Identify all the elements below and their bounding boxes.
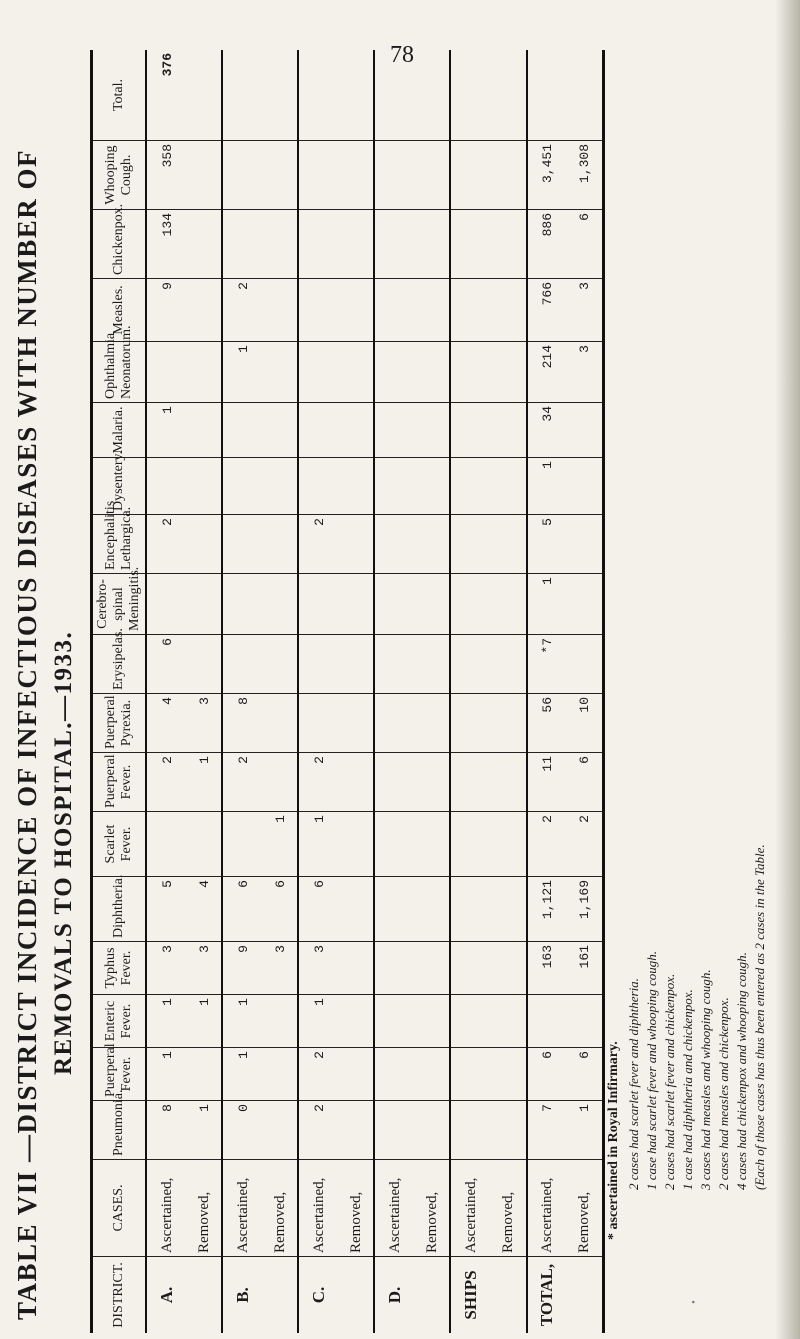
value-cell <box>339 1101 375 1160</box>
value-cell <box>374 574 414 635</box>
column-header: Puerperal Fever. <box>92 753 147 812</box>
value-cell <box>491 210 527 279</box>
district-cell: A. <box>157 1286 176 1304</box>
value-cell <box>298 635 338 694</box>
value-cell <box>450 1101 490 1160</box>
value-cell <box>491 995 527 1048</box>
table-row <box>374 50 414 1333</box>
value-cell <box>567 995 604 1048</box>
value-cell: 1 <box>187 995 223 1048</box>
value-cell <box>263 141 299 210</box>
value-cell <box>222 458 262 515</box>
value-cell <box>374 753 414 812</box>
value-cell <box>222 141 262 210</box>
value-cell: 2 <box>146 753 186 812</box>
value-cell <box>339 635 375 694</box>
value-cell <box>415 403 451 458</box>
value-cell <box>415 877 451 942</box>
value-cell <box>491 515 527 574</box>
value-cell <box>339 812 375 877</box>
value-cell: 0 <box>222 1101 262 1160</box>
value-cell <box>187 812 223 877</box>
value-cell: 56 <box>527 694 567 753</box>
value-cell <box>339 403 375 458</box>
value-cell <box>298 210 338 279</box>
value-cell <box>263 1048 299 1101</box>
value-cell <box>415 635 451 694</box>
case-type-cell: Ascertained, <box>527 1160 567 1257</box>
column-header: Diphtheria. <box>92 877 147 942</box>
value-cell: 376 <box>146 50 186 141</box>
value-cell <box>263 458 299 515</box>
table-subtitle: REMOVALS TO HOSPITAL.—1933. <box>50 630 77 1075</box>
value-cell: 11 <box>527 753 567 812</box>
value-cell: 1 <box>527 458 567 515</box>
value-cell <box>263 210 299 279</box>
value-cell <box>415 942 451 995</box>
value-cell <box>339 1048 375 1101</box>
district-cell: C. <box>309 1286 329 1304</box>
value-cell <box>263 995 299 1048</box>
case-type-cell: Ascertained, <box>222 1160 262 1257</box>
table-row <box>146 50 186 1333</box>
table-body <box>146 50 603 1333</box>
value-cell: 2 <box>146 515 186 574</box>
value-cell: 163 <box>527 942 567 995</box>
footnote-line: (Each of those cases has thus been entered as 2 cases in the Table. <box>752 844 767 1190</box>
value-cell <box>374 877 414 942</box>
column-header: Ophthalmia Neonatorum. <box>92 342 147 403</box>
page-edge-shadow <box>775 0 800 1339</box>
value-cell <box>415 1101 451 1160</box>
value-cell <box>491 458 527 515</box>
column-header: Whooping Cough. <box>92 141 147 210</box>
table-title: TABLE VII —DISTRICT INCIDENCE OF INFECTIOUS DISEASES WITH NUMBER OF <box>12 148 42 1320</box>
value-cell <box>374 812 414 877</box>
value-cell: 34 <box>527 403 567 458</box>
value-cell: 3 <box>146 942 186 995</box>
column-header: Encephalitis Lethargica. <box>92 515 147 574</box>
value-cell: 2 <box>567 812 604 877</box>
value-cell <box>491 635 527 694</box>
value-cell <box>263 342 299 403</box>
value-cell <box>339 210 375 279</box>
value-cell: 214 <box>527 342 567 403</box>
value-cell <box>374 50 414 141</box>
value-cell <box>450 694 490 753</box>
value-cell <box>491 942 527 995</box>
value-cell <box>222 403 262 458</box>
footnote-line: 4 cases had chickenpox and whooping cough. <box>734 952 749 1190</box>
table-row <box>415 50 451 1333</box>
value-cell: 3 <box>567 342 604 403</box>
case-type-cell: Ascertained, <box>146 1160 186 1257</box>
value-cell <box>187 50 223 141</box>
district-cell: TOTAL, <box>537 1263 557 1327</box>
value-cell <box>298 342 338 403</box>
value-cell: 1 <box>146 403 186 458</box>
value-cell: 886 <box>527 210 567 279</box>
footnote-line: 2 cases had scarlet fever and chickenpox. <box>662 973 677 1190</box>
value-cell <box>263 403 299 458</box>
value-cell <box>450 1048 490 1101</box>
value-cell <box>298 50 338 141</box>
value-cell: *7 <box>527 635 567 694</box>
value-cell <box>339 753 375 812</box>
value-cell <box>491 342 527 403</box>
value-cell <box>263 694 299 753</box>
value-cell <box>450 635 490 694</box>
value-cell <box>187 1048 223 1101</box>
district-cell <box>415 1257 451 1334</box>
value-cell <box>491 50 527 141</box>
value-cell: 134 <box>146 210 186 279</box>
value-cell <box>527 995 567 1048</box>
value-cell: 5 <box>527 515 567 574</box>
value-cell <box>450 995 490 1048</box>
value-cell <box>339 279 375 342</box>
value-cell <box>263 635 299 694</box>
value-cell <box>567 50 604 141</box>
case-type-cell: Removed, <box>187 1160 223 1257</box>
value-cell <box>450 574 490 635</box>
district-cell: SHIPS <box>461 1270 481 1320</box>
district-cell <box>567 1257 604 1334</box>
case-type-cell: Removed, <box>339 1160 375 1257</box>
column-header: Puerperal Pyrexia. <box>92 694 147 753</box>
value-cell <box>374 694 414 753</box>
value-cell <box>146 342 186 403</box>
value-cell: 5 <box>146 877 186 942</box>
value-cell <box>339 574 375 635</box>
header-row <box>92 50 147 1333</box>
value-cell <box>339 458 375 515</box>
value-cell: 1 <box>187 753 223 812</box>
value-cell <box>222 515 262 574</box>
value-cell: 2 <box>298 1101 338 1160</box>
value-cell <box>298 141 338 210</box>
value-cell <box>567 515 604 574</box>
value-cell <box>146 574 186 635</box>
value-cell <box>298 403 338 458</box>
value-cell: 6 <box>567 753 604 812</box>
value-cell <box>415 995 451 1048</box>
value-cell <box>187 403 223 458</box>
column-header: Typhus Fever. <box>92 942 147 995</box>
value-cell: 1 <box>146 995 186 1048</box>
value-cell: 1 <box>222 342 262 403</box>
value-cell <box>374 635 414 694</box>
value-cell: 1 <box>298 812 338 877</box>
value-cell: 7 <box>527 1101 567 1160</box>
column-header: CASES. <box>92 1160 147 1257</box>
value-cell: 3 <box>263 942 299 995</box>
column-header: Erysipelas. <box>92 635 147 694</box>
value-cell <box>339 995 375 1048</box>
case-type-cell: Removed, <box>491 1160 527 1257</box>
district-cell <box>187 1257 223 1334</box>
value-cell: 6 <box>567 210 604 279</box>
value-cell <box>222 50 262 141</box>
value-cell: 1 <box>187 1101 223 1160</box>
value-cell <box>491 753 527 812</box>
value-cell <box>187 458 223 515</box>
value-cell: 358 <box>146 141 186 210</box>
value-cell <box>450 342 490 403</box>
column-header: Pneumonia. <box>92 1101 147 1160</box>
value-cell: 10 <box>567 694 604 753</box>
footnote-line: 3 cases had measles and whooping cough. <box>698 969 713 1190</box>
case-type-cell: Removed, <box>567 1160 604 1257</box>
value-cell: 1 <box>222 1048 262 1101</box>
value-cell: 6 <box>527 1048 567 1101</box>
value-cell: 1,308 <box>567 141 604 210</box>
value-cell <box>374 279 414 342</box>
value-cell <box>415 753 451 812</box>
value-cell <box>415 1048 451 1101</box>
value-cell <box>491 1101 527 1160</box>
value-cell <box>415 574 451 635</box>
value-cell: 3 <box>187 942 223 995</box>
value-cell <box>374 141 414 210</box>
value-cell <box>415 342 451 403</box>
value-cell <box>415 694 451 753</box>
value-cell: 3 <box>298 942 338 995</box>
value-cell: 1 <box>567 1101 604 1160</box>
value-cell <box>298 458 338 515</box>
value-cell <box>374 458 414 515</box>
value-cell <box>374 403 414 458</box>
table-row <box>450 50 490 1333</box>
value-cell <box>263 50 299 141</box>
value-cell: 4 <box>146 694 186 753</box>
column-header: Chickenpox. <box>92 210 147 279</box>
value-cell <box>187 574 223 635</box>
value-cell: 3 <box>187 694 223 753</box>
table-row <box>222 50 262 1333</box>
value-cell <box>146 812 186 877</box>
district-cell: B. <box>233 1287 253 1303</box>
value-cell: 4 <box>187 877 223 942</box>
value-cell: 8 <box>146 1101 186 1160</box>
value-cell <box>374 515 414 574</box>
case-type-cell: Removed, <box>415 1160 451 1257</box>
table-row <box>491 50 527 1333</box>
value-cell <box>415 141 451 210</box>
value-cell: 6 <box>567 1048 604 1101</box>
value-cell <box>263 1101 299 1160</box>
table-row <box>527 50 567 1333</box>
value-cell: 6 <box>222 877 262 942</box>
value-cell: 6 <box>263 877 299 942</box>
value-cell <box>415 210 451 279</box>
value-cell <box>187 210 223 279</box>
value-cell: 6 <box>146 635 186 694</box>
value-cell: 2 <box>527 812 567 877</box>
value-cell <box>450 812 490 877</box>
value-cell: 1 <box>527 574 567 635</box>
column-header: Puerperal Fever. <box>92 1048 147 1101</box>
value-cell <box>450 515 490 574</box>
value-cell <box>567 574 604 635</box>
value-cell: 9 <box>222 942 262 995</box>
value-cell <box>491 1048 527 1101</box>
table-row <box>263 50 299 1333</box>
value-cell <box>491 694 527 753</box>
value-cell <box>491 812 527 877</box>
value-cell: 1,169 <box>567 877 604 942</box>
value-cell: 6 <box>298 877 338 942</box>
value-cell: 161 <box>567 942 604 995</box>
value-cell <box>263 753 299 812</box>
value-cell: 3 <box>567 279 604 342</box>
case-type-cell: Removed, <box>263 1160 299 1257</box>
district-cell <box>339 1257 375 1334</box>
value-cell <box>374 342 414 403</box>
value-cell <box>450 210 490 279</box>
value-cell <box>187 279 223 342</box>
value-cell: 3,451 <box>527 141 567 210</box>
table-row <box>339 50 375 1333</box>
district-cell <box>263 1257 299 1334</box>
value-cell <box>491 141 527 210</box>
value-cell <box>374 1048 414 1101</box>
footnote-line: 1 case had diphtheria and chickenpox. <box>680 989 695 1190</box>
column-header: Dysentery. <box>92 458 147 515</box>
value-cell <box>567 403 604 458</box>
column-header: Cerebro-spinal Meningitis. <box>92 574 147 635</box>
column-header: Scarlet Fever. <box>92 812 147 877</box>
value-cell <box>374 995 414 1048</box>
value-cell <box>263 574 299 635</box>
value-cell <box>339 141 375 210</box>
table-row <box>187 50 223 1333</box>
value-cell <box>339 694 375 753</box>
disease-table <box>90 50 605 1333</box>
value-cell: 1 <box>263 812 299 877</box>
value-cell <box>374 210 414 279</box>
value-cell <box>187 635 223 694</box>
value-cell <box>450 141 490 210</box>
value-cell: 9 <box>146 279 186 342</box>
case-type-cell: Ascertained, <box>450 1160 490 1257</box>
column-header: DISTRICT. <box>92 1257 147 1334</box>
value-cell: 2 <box>298 1048 338 1101</box>
value-cell <box>298 694 338 753</box>
table-row <box>567 50 604 1333</box>
value-cell <box>298 574 338 635</box>
value-cell <box>222 210 262 279</box>
footnote-line: 2 cases had measles and chickenpox. <box>716 997 731 1190</box>
case-type-cell: Ascertained, <box>298 1160 338 1257</box>
value-cell <box>339 877 375 942</box>
value-cell <box>415 515 451 574</box>
value-cell <box>450 458 490 515</box>
value-cell: 2 <box>298 753 338 812</box>
value-cell <box>339 515 375 574</box>
column-header: Measles. <box>92 279 147 342</box>
value-cell <box>450 877 490 942</box>
footnote-line: 2 cases had scarlet fever and diphtheria. <box>626 978 641 1190</box>
value-cell <box>263 279 299 342</box>
value-cell <box>222 812 262 877</box>
value-cell <box>146 458 186 515</box>
value-cell <box>450 753 490 812</box>
value-cell <box>222 574 262 635</box>
value-cell <box>339 50 375 141</box>
value-cell: 2 <box>222 279 262 342</box>
value-cell: 2 <box>222 753 262 812</box>
value-cell <box>415 812 451 877</box>
value-cell <box>491 877 527 942</box>
value-cell: 766 <box>527 279 567 342</box>
value-cell <box>491 403 527 458</box>
column-header: Total. <box>92 50 147 141</box>
margin-mark: ᐧ <box>690 1290 696 1315</box>
value-cell <box>187 515 223 574</box>
value-cell <box>339 342 375 403</box>
value-cell <box>187 342 223 403</box>
value-cell <box>298 279 338 342</box>
district-cell: D. <box>385 1286 405 1304</box>
value-cell <box>491 574 527 635</box>
value-cell <box>374 942 414 995</box>
value-cell <box>450 279 490 342</box>
page-number: 78 <box>390 42 414 68</box>
value-cell <box>450 50 490 141</box>
value-cell <box>415 279 451 342</box>
value-cell <box>374 1101 414 1160</box>
value-cell: 1 <box>222 995 262 1048</box>
value-cell: 1 <box>298 995 338 1048</box>
column-header: Enteric Fever. <box>92 995 147 1048</box>
column-header: Malaria. <box>92 403 147 458</box>
value-cell: 1,121 <box>527 877 567 942</box>
case-type-cell: Ascertained, <box>374 1160 414 1257</box>
value-cell <box>339 942 375 995</box>
footnote-star: * ascertained in Royal Infirmary. <box>606 1041 621 1240</box>
value-cell: 1 <box>146 1048 186 1101</box>
value-cell <box>567 458 604 515</box>
value-cell <box>567 635 604 694</box>
value-cell <box>491 279 527 342</box>
value-cell: 8 <box>222 694 262 753</box>
district-cell <box>491 1257 527 1334</box>
value-cell <box>187 141 223 210</box>
table-row <box>298 50 338 1333</box>
value-cell: 2 <box>298 515 338 574</box>
value-cell <box>415 458 451 515</box>
value-cell <box>222 635 262 694</box>
footnote-line: 1 case had scarlet fever and whooping cough. <box>644 950 659 1190</box>
value-cell <box>450 403 490 458</box>
value-cell <box>415 50 451 141</box>
value-cell <box>527 50 567 141</box>
value-cell <box>450 942 490 995</box>
value-cell <box>263 515 299 574</box>
